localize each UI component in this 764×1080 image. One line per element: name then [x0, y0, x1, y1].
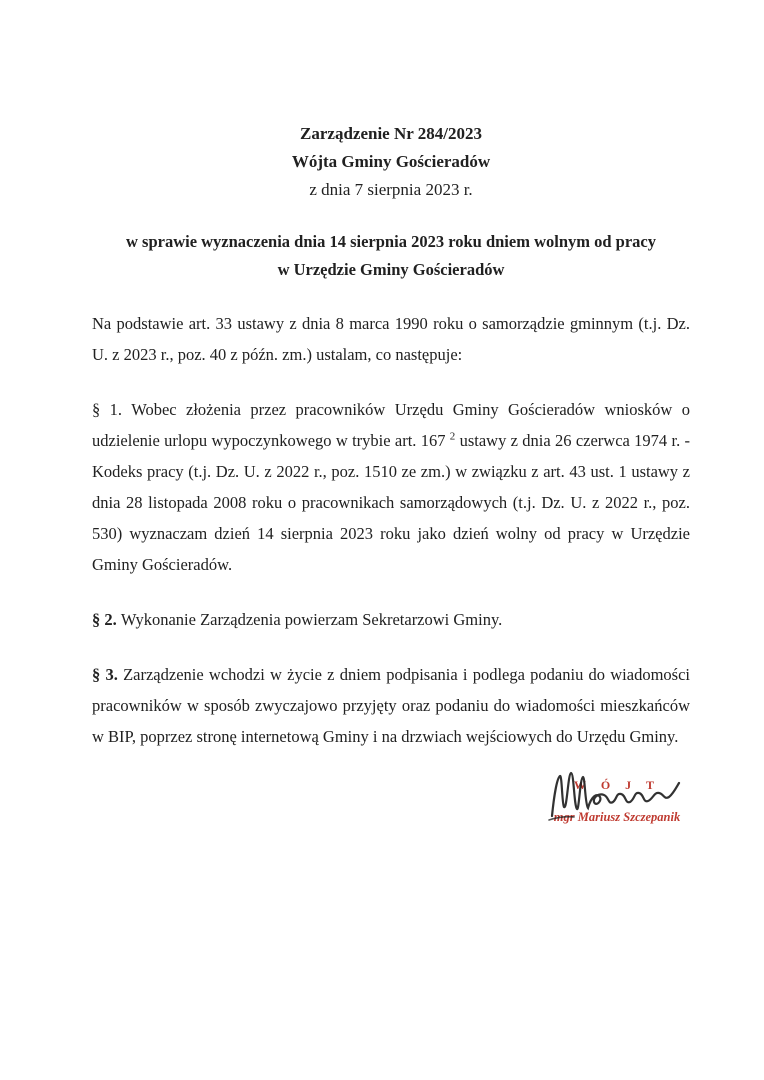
ordinance-number: Zarządzenie Nr 284/2023	[300, 124, 482, 143]
subject-line-2: w Urzędzie Gminy Gościeradów	[277, 260, 505, 279]
document-heading	[92, 120, 690, 204]
document-content	[0, 120, 764, 752]
section-3-paragraph	[92, 659, 690, 752]
section-2-label: § 2.	[92, 610, 121, 629]
mayor-stamp-name: mgr Mariusz Szczepanik	[553, 810, 681, 824]
section-1-superscript: 2	[449, 430, 456, 443]
handwritten-signature-icon	[542, 766, 692, 828]
section-1-text-a: Wobec złożenia przez pracowników Urzędu Gminy Gościeradów wniosków o udzielenie urlopu wypoczynkowego w trybie art. 167	[92, 400, 691, 450]
ordinance-date: z dnia 7 sierpnia 2023 r.	[309, 180, 473, 199]
ordinance-issuer: Wójta Gminy Gościeradów	[291, 152, 491, 171]
subject-line-1: w sprawie wyznaczenia dnia 14 sierpnia 2023 roku dniem wolnym od pracy	[125, 232, 656, 251]
section-3-text: Zarządzenie wchodzi w życie z dniem podpisania i podlega podaniu do wiadomości pracowników w sposób zwyczajowo przyjęty oraz podaniu do wiadomości mieszkańców w BIP, poprzez stronę internetową Gminy i na drzwiach wejściowych do Urzędu Gminy.	[92, 665, 691, 746]
section-2-paragraph	[92, 604, 690, 635]
legal-basis-paragraph: Na podstawie art. 33 ustawy z dnia 8 marca 1990 roku o samorządzie gminnym (t.j. Dz. U. z 2023 r., poz. 40 z późn. zm.) ustalam, co następuje:	[92, 314, 690, 364]
mayor-stamp-title: W Ó J T	[574, 778, 660, 792]
section-1-label: § 1.	[92, 400, 132, 419]
section-3-label: § 3.	[92, 665, 124, 684]
ordinance-subject	[92, 228, 690, 284]
section-1-text-b: ustawy z dnia 26 czerwca 1974 r. - Kodeks pracy (t.j. Dz. U. z 2022 r., poz. 1510 ze zm.) w związku z art. 43 ust. 1 ustawy z dnia 28 listopada 2008 roku o pracownikach samorządowych (t.j. Dz. U. z 2022 r., poz. 530) wyznaczam dzień 14 sierpnia 2023 roku jako dzień wolny od pracy w Urzędzie Gminy Gościeradów.	[92, 431, 690, 574]
section-1-paragraph	[92, 394, 690, 580]
signature-block	[542, 766, 692, 846]
section-2-text: Wykonanie Zarządzenia powierzam Sekretarzowi Gminy.	[120, 610, 503, 629]
